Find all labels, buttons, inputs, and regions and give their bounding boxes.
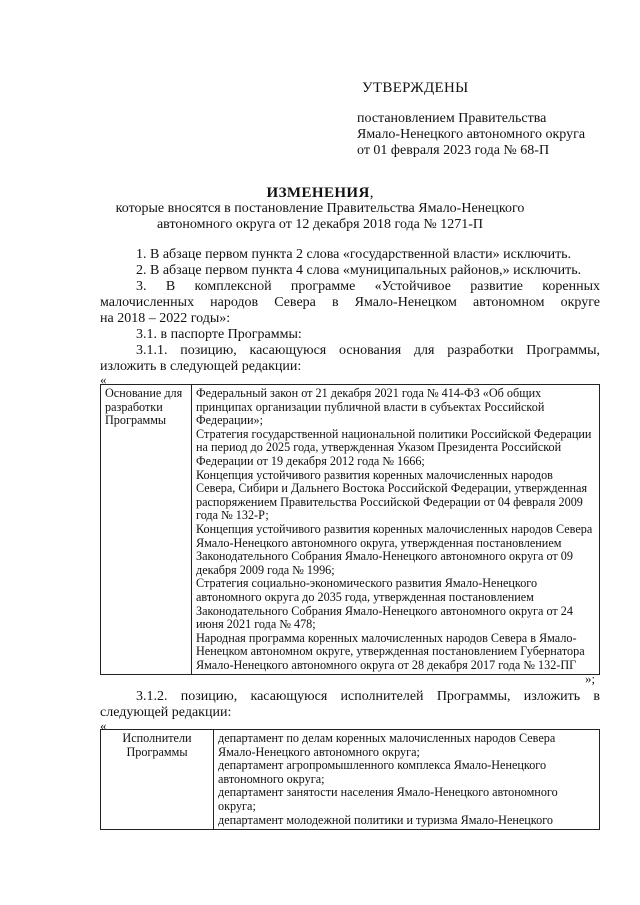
table-row (101, 385, 600, 675)
paragraph-3-1-2: 3.1.2. позицию, касающуюся исполнителей Программы, изложить в (136, 689, 600, 704)
paragraph-3: малочисленных народов Севера в Ямало-Ненецком автономном округе (100, 295, 600, 310)
document-subtitle: автономного округа от 12 декабря 2018 года № 1271-П (156, 217, 484, 232)
paragraph-3-1: 3.1. в паспорте Программы: (136, 327, 302, 342)
executors-table (100, 729, 600, 830)
open-quote: « (100, 718, 107, 733)
table-row (101, 730, 600, 830)
basis-content-cell (192, 385, 600, 675)
executors-content-cell (214, 730, 600, 830)
document-title (0, 185, 640, 202)
paragraph-2: 2. В абзаце первом пункта 4 слова «муниципальных районов,» исключить. (136, 263, 582, 278)
basis-entry: Стратегия государственной национальной политики Российской Федерации на период до 2025 года, утвержденная Указом Президента Российской Федерации от 19 декабря 2012 года № 1666; (196, 426, 592, 468)
approval-heading: УТВЕРЖДЕНЫ (362, 80, 469, 96)
basis-entry: Концепция устойчивого развития коренных малочисленных народов Севера, Сибири и Дальнего Востока Российской Федерации, утвержденная распоряжением Правительства Российской Федерации от 04 февраля 2009 года № 132-Р; (196, 467, 588, 523)
basis-entry: Народная программа коренных малочисленных народов Севера в Ямало-Ненецком автономном округе, утвержденная постановлением Губернатора Ямало-Ненецкого автономного округа от 28 декабря 2017 года № 132-ПГ (196, 630, 585, 672)
basis-entry: Федеральный закон от 21 декабря 2021 года № 414-ФЗ «Об общих принципах организации публичной власти в субъектах Российской Федерации»; (196, 386, 545, 428)
paragraph-3-1-2: следующей редакции: (100, 705, 232, 720)
document-subtitle: которые вносятся в постановление Правительства Ямало-Ненецкого (115, 201, 525, 216)
executors-label-cell (101, 730, 214, 830)
paragraph-1: 1. В абзаце первом пункта 2 слова «государственной власти» исключить. (136, 247, 572, 262)
executors-entry: департамент агропромышленного комплекса Ямало-Ненецкого автономного округа; (218, 758, 547, 786)
paragraph-3: на 2018 – 2022 годы»: (100, 311, 231, 326)
basis-entry: Концепция устойчивого развития коренных малочисленных народов Севера Ямало-Ненецкого автономного округа, утвержденная постановлением Законодательного Собрания Ямало-Ненецкого автономного округа от 09 декабря 2009 года № 1996; (196, 521, 593, 577)
approval-line: от 01 февраля 2023 года № 68-П (357, 143, 550, 158)
basis-table (100, 384, 600, 675)
executors-entry: департамент молодежной политики и туризма Ямало-Ненецкого (218, 812, 553, 827)
paragraph-3: 3. В комплексной программе «Устойчивое развитие коренных (136, 279, 600, 294)
close-quote: »; (585, 671, 596, 686)
executors-entry: департамент по делам коренных малочисленных народов Севера Ямало-Ненецкого автономного округа; (218, 731, 556, 759)
approval-line: Ямало-Ненецкого автономного округа (357, 127, 586, 142)
paragraph-3-1-1: 3.1.1. позицию, касающуюся основания для разработки Программы, (136, 343, 600, 358)
paragraph-3-1-1: изложить в следующей редакции: (100, 359, 302, 374)
basis-label: Основание для разработки Программы (105, 386, 183, 428)
executors-entry: департамент занятости населения Ямало-Ненецкого автономного округа; (218, 785, 558, 813)
document-title-tail: , (369, 185, 374, 201)
document-title-bold: ИЗМЕНЕНИЯ (266, 185, 370, 201)
basis-label-cell (101, 385, 192, 675)
approval-line: постановлением Правительства (357, 111, 547, 126)
basis-entry: Стратегия социально-экономического развития Ямало-Ненецкого автономного округа до 2035 года, утвержденная постановлением Законодательного Собрания Ямало-Ненецкого автономного округа от 24 июня 2021 года № 478; (196, 576, 573, 632)
executors-label: Исполнители Программы (122, 731, 192, 759)
open-quote: « (100, 372, 107, 387)
